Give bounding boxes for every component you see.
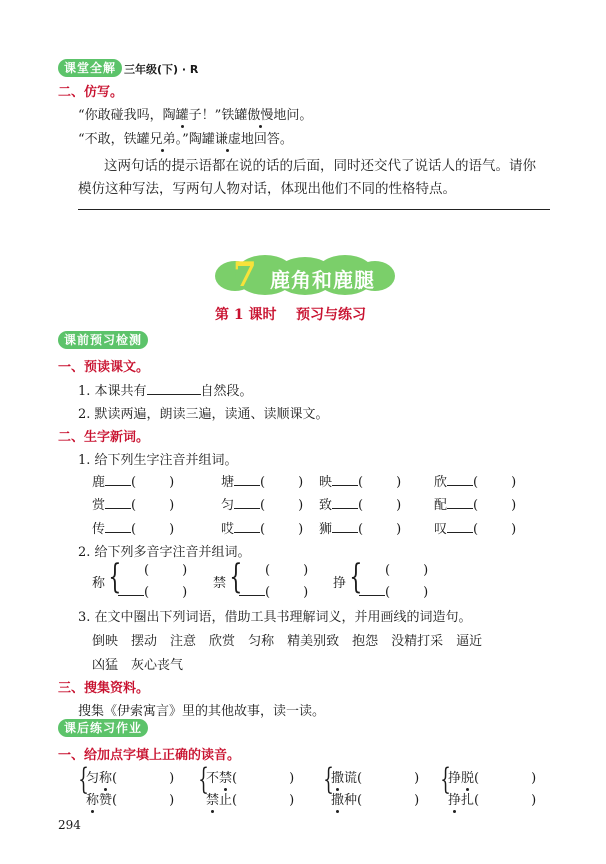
brace-icon: { (349, 557, 363, 597)
pronunciation-item[interactable]: 撒谎( ) (331, 771, 420, 786)
lesson-name: 鹿角和鹿腿 (270, 268, 375, 292)
vocab-word: 逼近 (456, 634, 483, 649)
period-title: 第 1 课时 预习与练习 (215, 307, 366, 323)
section-title-yudu: 一、预读课文。 (58, 360, 150, 375)
instruction-para-1: 这两句话的提示语都在说的话的后面，同时还交代了说话人的语气。请你 (104, 158, 536, 174)
dialog-line-1: “你敢碰我吗，陶罐子！”铁罐傲慢地问。 (78, 108, 313, 123)
pronunciation-item[interactable]: 挣脱( ) (448, 771, 537, 786)
polyphone-answer[interactable]: ( ) (385, 563, 429, 578)
pronunciation-item[interactable]: 匀称( ) (86, 771, 175, 786)
polyphone-answer[interactable]: ( ) (359, 583, 428, 600)
question-read: 2. 默读两遍，朗读三遍，读通、读顺课文。 (78, 407, 329, 422)
vocab-word: 注意 (170, 634, 197, 649)
section-title-soji: 三、搜集资料。 (58, 681, 150, 696)
vocab-word: 抱怨 (352, 634, 379, 649)
question-words: 3. 在文中圈出下列词语，借助工具书理解词义，并用画线的词造句。 (78, 610, 472, 625)
polyphone-answer[interactable]: ( ) (265, 563, 309, 578)
brace-icon: { (323, 762, 334, 797)
char-item[interactable]: 欣 ( ) (434, 475, 517, 490)
vocab-word: 欣赏 (209, 634, 236, 649)
question-paragraph-count: 1. 本课共有 自然段。 (78, 384, 253, 399)
vocab-word: 没精打采 (391, 634, 444, 649)
brace-icon: { (108, 557, 122, 597)
collect-text: 搜集《伊索寓言》里的其他故事，读一读。 (78, 704, 326, 719)
char-item[interactable]: 赏 ( ) (92, 498, 175, 513)
page-number: 294 (58, 818, 81, 832)
brace-icon: { (78, 762, 89, 797)
section-title-fangxie: 二、仿写。 (58, 85, 124, 100)
word-list-2 (92, 654, 196, 673)
char-item[interactable]: 哎 ( ) (221, 522, 304, 537)
section-title-shengzi: 二、生字新词。 (58, 430, 150, 445)
polyphone-answer[interactable]: ( ) (118, 583, 187, 600)
question-pinyin: 1. 给下列生字注音并组词。 (78, 453, 238, 468)
section-title-duyin: 一、给加点字填上正确的读音。 (58, 748, 241, 763)
lesson-title-banner (215, 255, 395, 295)
polyphone-answer[interactable]: ( ) (239, 583, 308, 600)
grade-label: 三年级(下) · R (124, 63, 199, 76)
polyphone-char: 禁 (213, 576, 227, 591)
vocab-word: 倒映 (92, 634, 119, 649)
vocab-word: 灰心丧气 (131, 658, 184, 673)
brace-icon: { (198, 762, 209, 797)
pronunciation-item[interactable]: 称赞( ) (86, 793, 175, 808)
post-class-badge: 课后练习作业 (58, 719, 148, 737)
char-item[interactable]: 塘 ( ) (221, 475, 304, 490)
pronunciation-item[interactable]: 不禁( ) (206, 771, 295, 786)
polyphone-char: 挣 (333, 576, 347, 591)
instruction-para-2: 模仿这种写法，写两句人物对话，体现出他们不同的性格特点。 (78, 181, 456, 197)
header-badge: 课堂全解 (58, 59, 122, 77)
char-item[interactable]: 传 ( ) (92, 522, 175, 537)
polyphone-char: 称 (92, 576, 106, 591)
char-item[interactable]: 叹 ( ) (434, 522, 517, 537)
brace-icon: { (440, 762, 451, 797)
answer-line[interactable] (78, 209, 550, 210)
dialog-line-2: “不敢，铁罐兄弟。”陶罐谦虚地回答。 (78, 132, 293, 147)
pronunciation-item[interactable]: 禁止( ) (206, 793, 295, 808)
word-list-1 (92, 630, 495, 649)
char-item[interactable]: 映 ( ) (319, 475, 402, 490)
char-item[interactable]: 致 ( ) (319, 498, 402, 513)
lesson-number: 7 (233, 255, 257, 295)
paragraph-blank[interactable] (147, 382, 201, 395)
char-item[interactable]: 狮 ( ) (319, 522, 402, 537)
char-item[interactable]: 鹿 ( ) (92, 475, 175, 490)
vocab-word: 匀称 (248, 634, 275, 649)
pronunciation-item[interactable]: 撒种( ) (331, 793, 420, 808)
vocab-word: 摆动 (131, 634, 158, 649)
char-item[interactable]: 配 ( ) (434, 498, 517, 513)
pre-class-badge: 课前预习检测 (58, 331, 148, 349)
vocab-word: 凶猛 (92, 658, 119, 673)
char-item[interactable]: 匀 ( ) (221, 498, 304, 513)
pronunciation-item[interactable]: 挣扎( ) (448, 793, 537, 808)
polyphone-answer[interactable]: ( ) (144, 563, 188, 578)
brace-icon: { (229, 557, 243, 597)
vocab-word: 精美别致 (287, 634, 340, 649)
question-polyphone: 2. 给下列多音字注音并组词。 (78, 545, 251, 560)
